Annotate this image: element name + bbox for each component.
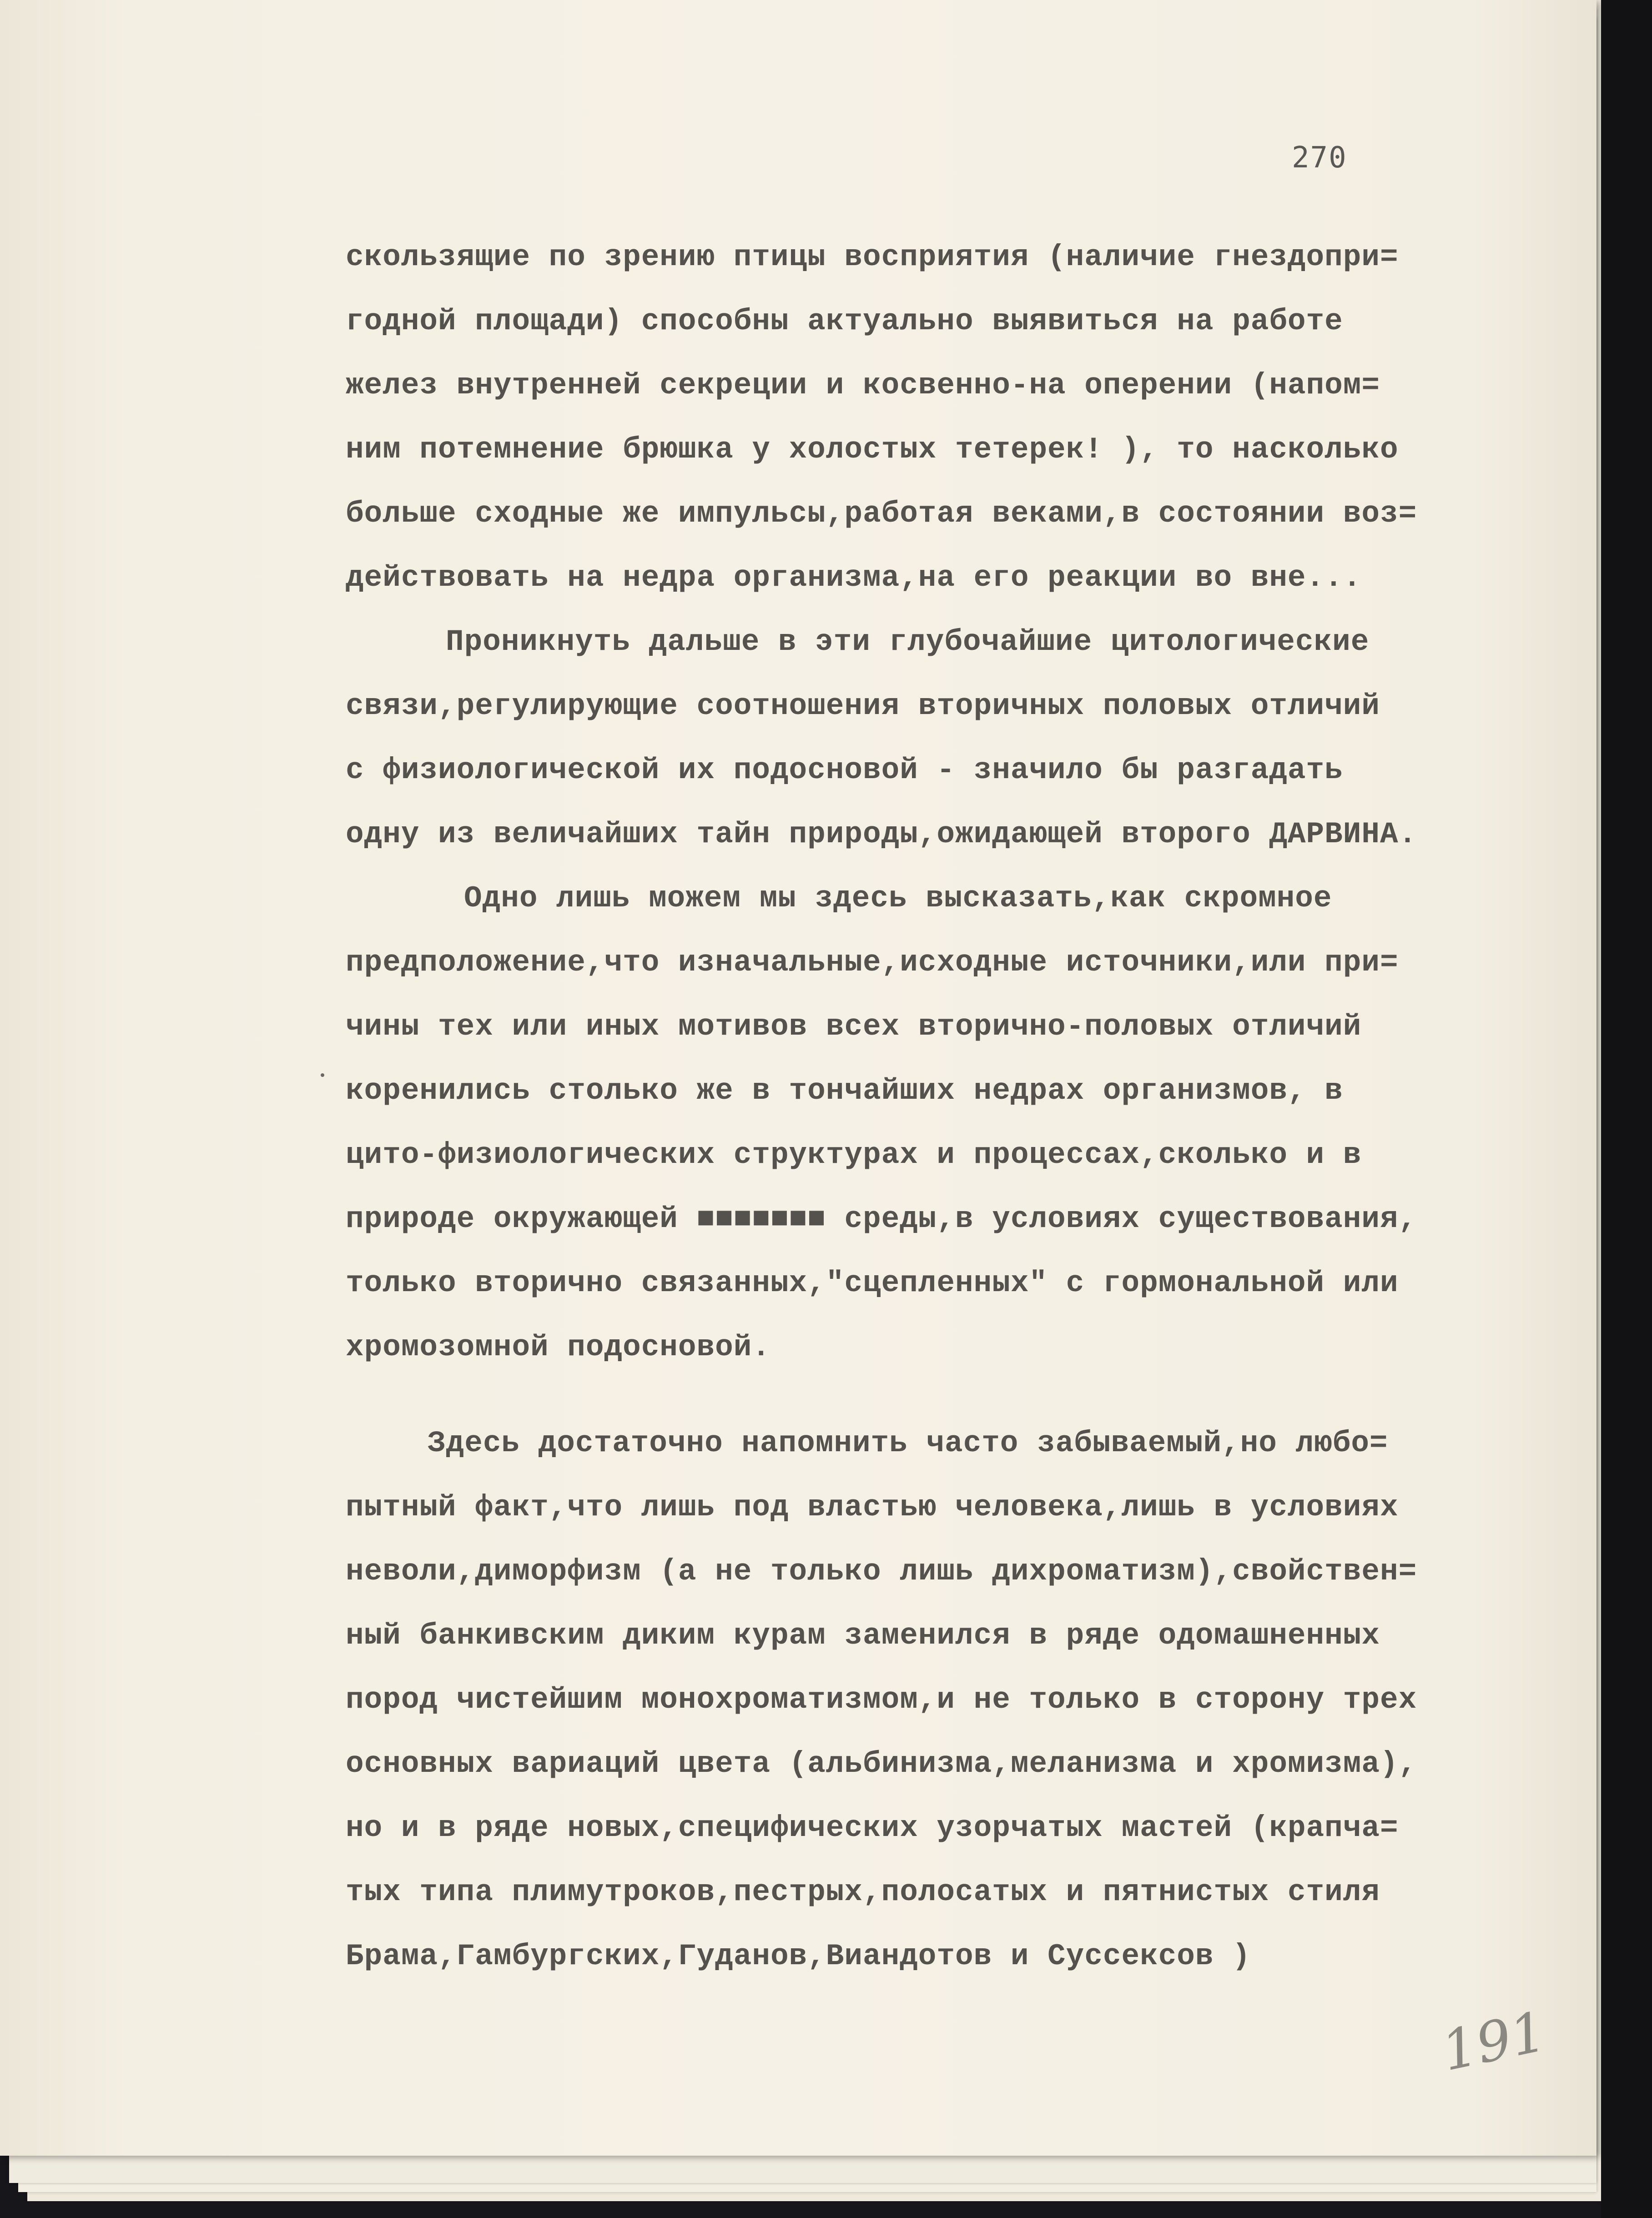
text-line: природе окружающей ■■■■■■■ среды,в условиях существования, — [346, 1202, 1417, 1236]
text-line: только вторично связанных,"сцепленных" с гормональной или — [346, 1266, 1399, 1300]
text-line: пород чистейшим монохроматизмом,и не только в сторону трех — [346, 1683, 1417, 1717]
text-line: больше сходные же импульсы,работая веками,в состоянии воз= — [346, 497, 1417, 531]
text-line: связи,регулирующие соотношения вторичных половых отличий — [346, 689, 1380, 723]
page-number: 270 — [1292, 141, 1347, 175]
text-line: коренились столько же в тончайших недрах организмов, в — [346, 1074, 1343, 1108]
ink-dot — [321, 1073, 324, 1077]
text-line: ный банкивским диким курам заменился в ряде одомашненных — [346, 1619, 1380, 1653]
body-text — [346, 225, 1546, 1988]
text-line: основных вариаций цвета (альбинизма,меланизма и хромизма), — [346, 1747, 1417, 1781]
text-line: Проникнуть дальше в эти глубочайшие цитологические — [446, 625, 1370, 659]
text-line: ним потемнение брюшка у холостых тетерек! ), то насколько — [346, 433, 1399, 467]
scan-edge — [1601, 0, 1652, 2218]
text-line: предположение,что изначальные,исходные источники,или при= — [346, 946, 1399, 980]
text-line: но и в ряде новых,специфических узорчатых мастей (крапча= — [346, 1811, 1399, 1845]
text-line: с физиологической их подосновой - значило бы разгадать — [346, 753, 1343, 787]
text-line: Здесь достаточно напомнить часто забываемый,но любо= — [428, 1426, 1388, 1460]
paragraph-gap — [346, 1379, 1546, 1411]
text-line: Брама,Гамбургских,Гуданов,Виандотов и Суссексов ) — [346, 1939, 1251, 1973]
text-line: действовать на недра организма,на его реакции во вне... — [346, 561, 1362, 595]
text-line: чины тех или иных мотивов всех вторично-половых отличий — [346, 1010, 1362, 1044]
text-line: неволи,диморфизм (а не только лишь дихроматизм),свойствен= — [346, 1554, 1417, 1589]
text-line: цито-физиологических структурах и процессах,сколько и в — [346, 1138, 1362, 1172]
text-line: скользящие по зрению птицы восприятия (наличие гнездопри= — [346, 240, 1399, 274]
handwritten-folio-number: 191 — [1436, 2000, 1551, 2084]
text-line: тых типа плимутроков,пестрых,полосатых и пятнистых стиля — [346, 1875, 1380, 1909]
text-line: одну из величайших тайн природы,ожидающей второго ДАРВИНА. — [346, 817, 1417, 851]
text-line: хромозомной подосновой. — [346, 1330, 771, 1364]
text-line: желез внутренней секреции и косвенно-на оперении (напом= — [346, 368, 1380, 402]
text-line: Одно лишь можем мы здесь высказать,как скромное — [464, 881, 1332, 915]
text-line: пытный факт,что лишь под властью человека,лишь в условиях — [346, 1490, 1399, 1524]
text-line: годной площади) способны актуально выявиться на работе — [346, 304, 1343, 338]
